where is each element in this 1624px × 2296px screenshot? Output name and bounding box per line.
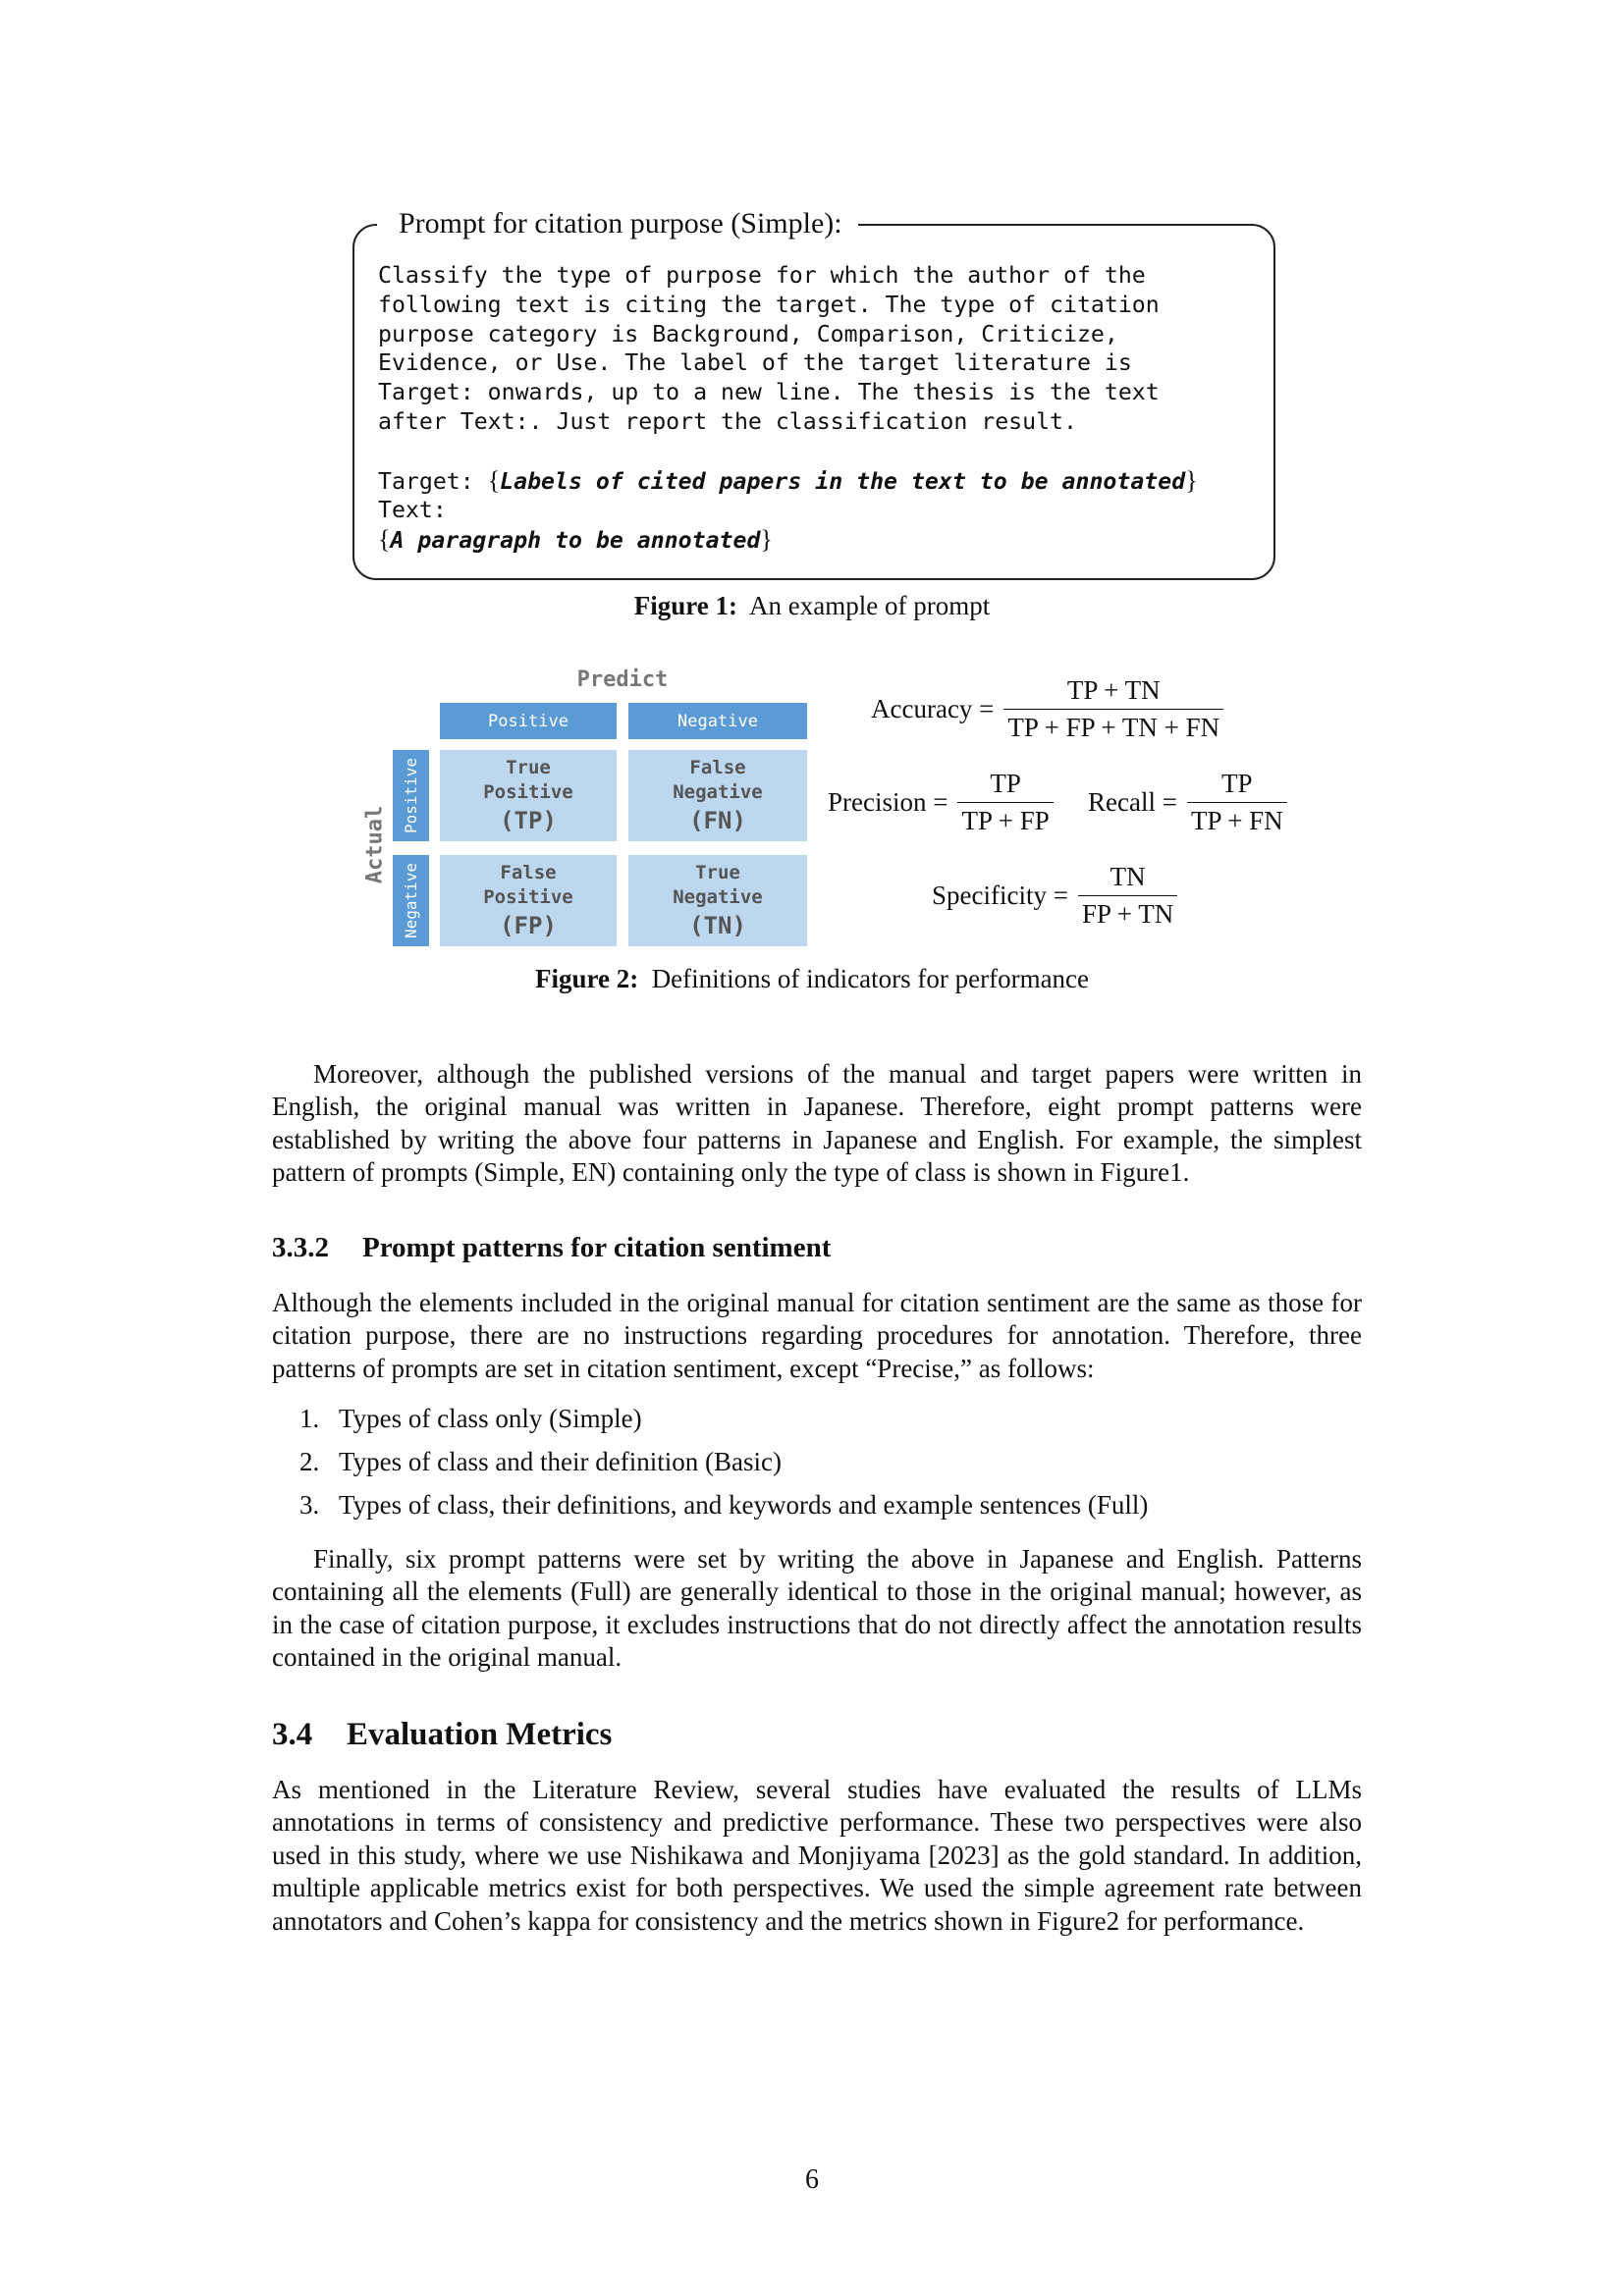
paragraph-citation-sentiment: Although the elements included in the original manual for citation sentiment are the same as those for citation purpose, there are no instructions regarding procedures for annotation. Therefore, three patterns of prompts are set in citation sentiment, except “Precise,” as follows: — [272, 1288, 1362, 1383]
list-item: 3. Types of class, their definitions, and keywords and example sentences (Full) — [299, 1490, 1149, 1520]
target-prefix: Target: — [378, 467, 488, 495]
col-header-negative: Negative — [628, 703, 807, 739]
list-item: 1. Types of class only (Simple) — [299, 1404, 642, 1433]
cell-true-positive: True Positive (TP) — [440, 750, 617, 841]
figure1-caption — [0, 590, 1624, 621]
actual-label: Actual — [362, 805, 388, 884]
accuracy-formula: Accuracy = $\frac{TP + TN}{TP + FP + TN + FN}$ — [871, 675, 1223, 743]
page-number: 6 — [805, 2164, 819, 2195]
prompt-line: Target: onwards, up to a new line. The thesis is the text — [378, 379, 1160, 406]
figure1-caption-label: Figure 1: — [633, 591, 737, 620]
col-header-positive: Positive — [440, 703, 617, 739]
prompt-pattern-list — [299, 1404, 1148, 1533]
precision-formula: Precision = $\frac{TP}{TP + FP}$ — [828, 769, 1054, 836]
figure2-caption — [0, 963, 1624, 994]
prompt-line: Evidence, or Use. The label of the target literature is — [378, 349, 1132, 377]
precision-fraction: $\frac{TP}{TP + FP}$ — [957, 769, 1053, 836]
row-header-negative: Negative — [393, 855, 429, 946]
recall-formula: Recall = $\frac{TP}{TP + FN}$ — [1088, 769, 1287, 836]
figure2-caption-text: Definitions of indicators for performance — [651, 964, 1090, 993]
accuracy-fraction: $\frac{TP + TN}{TP + FP + TN + FN}$ — [1003, 675, 1223, 743]
recall-fraction: $\frac{TP}{TP + FN}$ — [1187, 769, 1287, 836]
list-item: 2. Types of class and their definition (Basic) — [299, 1447, 782, 1476]
figure1-caption-text: An example of prompt — [749, 591, 991, 620]
text-label: Text: — [378, 497, 447, 524]
prompt-box-title: Prompt for citation purpose (Simple): — [377, 206, 858, 241]
paragraph-six-patterns: Finally, six prompt patterns were set by writing the above in Japanese and English. Patterns containing all the elements (Full) are generally identical to those in the original manual; however, as in the case of citation purpose, it excludes instructions that do not directly affect the annotation results contained in the original manual. — [272, 1544, 1362, 1673]
cell-false-positive: False Positive (FP) — [440, 855, 617, 946]
prompt-body: Classify the type of purpose for which the author of the following text is citing the target. The type of citation purpose category is Background, Comparison, Criticize, Evidence, or Use. The label of the target literature is Target: onwards, up to a new line. The thesis is the text after Text:. Just report the classification result. Target: {Labels of cited papers in the text to be annotated} Text: {A paragraph to be annotated} — [378, 262, 1198, 555]
section-heading-3-3-2: 3.3.2 Prompt patterns for citation sentiment — [272, 1232, 832, 1263]
paragraph-prompt-languages: Moreover, although the published versions of the manual and target papers were written in English, the original manual was written in Japanese. Therefore, eight prompt patterns were established by writing the above four patterns in Japanese and English. For example, the simplest pattern of prompts (Simple, EN) containing only the type of class is shown in Figure1. — [272, 1059, 1362, 1188]
figure2-caption-label: Figure 2: — [534, 964, 639, 993]
prompt-line: following text is citing the target. The type of citation — [378, 291, 1160, 318]
cell-true-negative: True Negative (TN) — [628, 855, 807, 946]
row-header-positive: Positive — [393, 750, 429, 841]
prompt-line: Classify the type of purpose for which the author of the — [378, 262, 1146, 289]
predict-label: Predict — [576, 667, 669, 692]
paragraph-evaluation-metrics: As mentioned in the Literature Review, several studies have evaluated the results of LLMs annotations in terms of consistency and predictive performance. These two perspectives were also used in this study, where we use Nishikawa and Monjiyama [2023] as the gold standard. In addition, multiple applicable metrics exist for both perspectives. We used the simple agreement rate between annotators and Cohen’s kappa for consistency and the metrics shown in Figure2 for performance. — [272, 1775, 1362, 1936]
prompt-line: after Text:. Just report the classification result. — [378, 407, 1077, 435]
text-placeholder: A paragraph to be annotated — [390, 527, 761, 555]
cell-false-negative: False Negative (FN) — [628, 750, 807, 841]
section-heading-3-4: 3.4 Evaluation Metrics — [272, 1717, 613, 1752]
target-placeholder: Labels of cited papers in the text to be annotated — [500, 467, 1186, 495]
prompt-line: purpose category is Background, Comparison, Criticize, — [378, 320, 1118, 347]
specificity-formula: Specificity = $\frac{TN}{FP + TN}$ — [932, 862, 1177, 930]
specificity-fraction: $\frac{TN}{FP + TN}$ — [1078, 862, 1177, 930]
